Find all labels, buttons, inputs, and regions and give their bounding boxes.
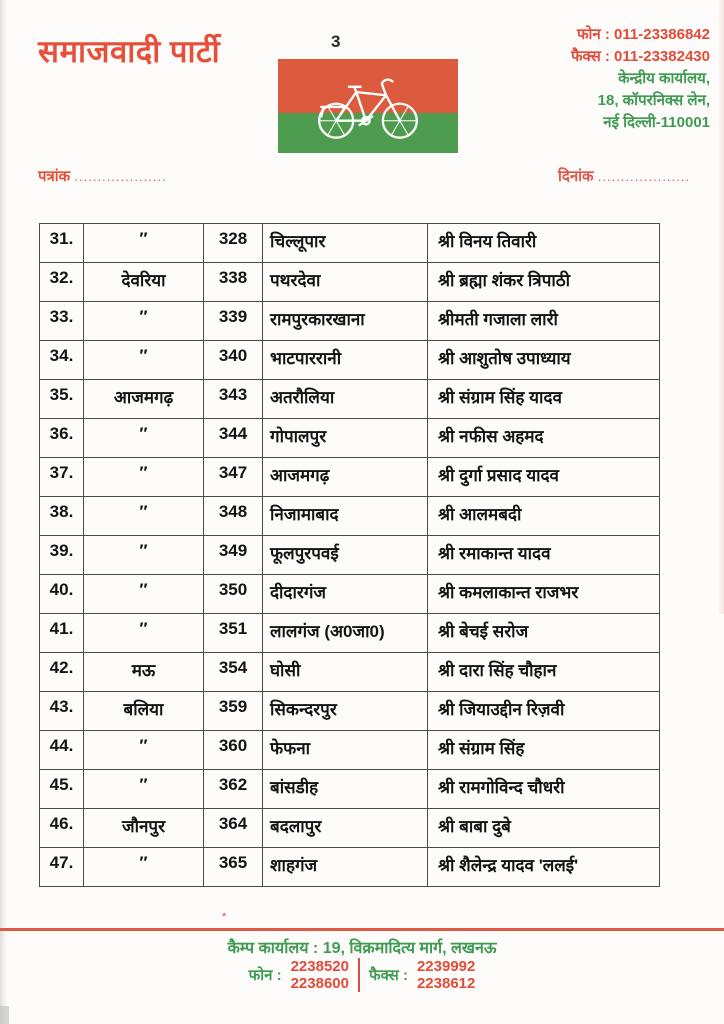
cell-district: बलिया (84, 692, 204, 731)
cell-district: देवरिया (84, 263, 204, 302)
cell-num: 351 (204, 614, 263, 653)
scan-edge-right (718, 0, 724, 614)
cell-name: श्री बाबा दुबे (428, 809, 660, 848)
cell-num: 350 (204, 575, 263, 614)
cell-num: 364 (204, 809, 263, 848)
table-row (40, 614, 660, 653)
footer-phone-fax (0, 958, 724, 992)
cell-name: श्री दारा सिंह चौहान (428, 653, 660, 692)
address-line2: 18, कॉपरनिक्स लेन, (597, 92, 710, 109)
cell-sr: 40. (40, 575, 84, 614)
cell-name: श्री विनय तिवारी (428, 224, 660, 263)
stray-ink-mark: * (222, 911, 227, 923)
cell-district: ″ (84, 614, 204, 653)
cell-sr: 32. (40, 263, 84, 302)
date-dotted-line: .................... (597, 169, 690, 184)
cell-num: 344 (204, 419, 263, 458)
phone-line: फोन : 011-23386842 (576, 26, 710, 43)
cell-name: श्री संग्राम सिंह यादव (428, 380, 660, 419)
table-row (40, 536, 660, 575)
cell-district: ″ (84, 224, 204, 263)
cell-district: ″ (84, 770, 204, 809)
cell-num: 362 (204, 770, 263, 809)
cell-num: 343 (204, 380, 263, 419)
cell-district: मऊ (84, 653, 204, 692)
table-row (40, 809, 660, 848)
cell-sr: 39. (40, 536, 84, 575)
cell-sr: 43. (40, 692, 84, 731)
footer-fax-number-2: 2238612 (416, 975, 476, 992)
cell-constituency: रामपुरकारखाना (263, 302, 428, 341)
cell-district: ″ (84, 536, 204, 575)
footer-fax-number-1: 2239992 (416, 958, 476, 975)
candidate-table-body (40, 224, 660, 887)
cell-name: श्री जियाउद्दीन रिज़वी (428, 692, 660, 731)
table-row (40, 848, 660, 887)
footer-phone-numbers (291, 958, 349, 992)
footer-phone-label: फोन : (248, 967, 282, 984)
cell-constituency: गोपालपुर (263, 419, 428, 458)
cell-sr: 36. (40, 419, 84, 458)
cell-sr: 33. (40, 302, 84, 341)
cell-constituency: बदलापुर (263, 809, 428, 848)
date-field (558, 166, 690, 186)
scan-corner-mark (0, 1006, 9, 1024)
cell-num: 349 (204, 536, 263, 575)
table-row (40, 419, 660, 458)
cell-name: श्री ब्रह्मा शंकर त्रिपाठी (428, 263, 660, 302)
cell-sr: 38. (40, 497, 84, 536)
cell-num: 339 (204, 302, 263, 341)
cell-constituency: घोसी (263, 653, 428, 692)
letter-number-dotted-line: .................... (74, 169, 167, 184)
cell-district: जौनपुर (84, 809, 204, 848)
cell-name: श्री बेचई सरोज (428, 614, 660, 653)
footer-phone-number-2: 2238600 (290, 975, 349, 992)
table-row (40, 224, 660, 263)
table-row (40, 380, 660, 419)
cell-sr: 47. (40, 848, 84, 887)
cell-constituency: निजामाबाद (263, 497, 428, 536)
cell-constituency: फूलपुरपवई (263, 536, 428, 575)
table-row (40, 497, 660, 536)
cell-district: ″ (84, 458, 204, 497)
cell-num: 348 (204, 497, 263, 536)
cell-constituency: चिल्लूपार (263, 224, 428, 263)
table-row (40, 575, 660, 614)
cell-name: श्री शैलेन्द्र यादव 'ललई' (428, 848, 660, 887)
cell-constituency: आजमगढ़ (263, 458, 428, 497)
cell-name: श्री आलमबदी (428, 497, 660, 536)
cell-constituency: शाहगंज (263, 848, 428, 887)
cell-district: ″ (84, 419, 204, 458)
footer-vertical-divider (358, 958, 360, 992)
cell-num: 359 (204, 692, 263, 731)
cell-sr: 44. (40, 731, 84, 770)
cell-district: ″ (84, 341, 204, 380)
cell-sr: 31. (40, 224, 84, 263)
bicycle-icon (303, 73, 433, 143)
contact-block (571, 24, 710, 134)
page-number: 3 (331, 32, 341, 51)
table-row (40, 263, 660, 302)
cell-district: ″ (84, 497, 204, 536)
cell-constituency: दीदारगंज (263, 575, 428, 614)
table-row (40, 458, 660, 497)
cell-constituency: बांसडीह (263, 770, 428, 809)
cell-district: ″ (84, 848, 204, 887)
cell-district: आजमगढ़ (84, 380, 204, 419)
cell-sr: 35. (40, 380, 84, 419)
table-row (40, 653, 660, 692)
cell-name: श्री रमाकान्त यादव (428, 536, 660, 575)
cell-num: 328 (204, 224, 263, 263)
cell-num: 347 (204, 458, 263, 497)
cell-constituency: पथरदेवा (263, 263, 428, 302)
cell-num: 365 (204, 848, 263, 887)
address-line3: नई दिल्ली-110001 (603, 114, 710, 131)
footer-divider-line (0, 928, 724, 931)
cell-sr: 34. (40, 341, 84, 380)
cell-name: श्री कमलाकान्त राजभर (428, 575, 660, 614)
cell-constituency: अतरौलिया (263, 380, 428, 419)
cell-sr: 37. (40, 458, 84, 497)
cell-constituency: लालगंज (अ0जा0) (263, 614, 428, 653)
footer-fax-label: फैक्स : (369, 967, 408, 984)
table-row (40, 731, 660, 770)
cell-district: ″ (84, 302, 204, 341)
cell-num: 360 (204, 731, 263, 770)
party-title: समाजवादी पार्टी (38, 34, 221, 69)
fax-line: फैक्स : 011-23382430 (570, 48, 710, 65)
scan-edge-left (0, 0, 7, 1024)
footer-phone-number-1: 2238520 (290, 958, 349, 975)
cell-constituency: फेफना (263, 731, 428, 770)
cell-num: 354 (204, 653, 263, 692)
cell-sr: 42. (40, 653, 84, 692)
cell-sr: 46. (40, 809, 84, 848)
table-row (40, 770, 660, 809)
cell-constituency: सिकन्दरपुर (263, 692, 428, 731)
camp-office-line: कैम्प कार्यालय : 19, विक्रमादित्य मार्ग, लखनऊ (227, 940, 497, 957)
cell-district: ″ (84, 731, 204, 770)
cell-name: श्री संग्राम सिंह (428, 731, 660, 770)
cell-district: ″ (84, 575, 204, 614)
cell-name: श्री नफीस अहमद (428, 419, 660, 458)
cell-sr: 41. (40, 614, 84, 653)
table-row (40, 341, 660, 380)
cell-num: 338 (204, 263, 263, 302)
party-flag (278, 59, 458, 153)
cell-num: 340 (204, 341, 263, 380)
cell-constituency: भाटपाररानी (263, 341, 428, 380)
cell-name: श्री आशुतोष उपाध्याय (428, 341, 660, 380)
candidate-table (39, 223, 660, 887)
table-row (40, 692, 660, 731)
reference-row (0, 166, 724, 188)
letter-number-field (38, 166, 167, 186)
letter-number-label: पत्रांक (38, 168, 71, 185)
cell-name: श्रीमती गजाला लारी (428, 302, 660, 341)
address-line1: केन्द्रीय कार्यालय, (618, 70, 710, 87)
table-row (40, 302, 660, 341)
footer-fax-numbers (417, 958, 475, 992)
cell-name: श्री दुर्गा प्रसाद यादव (428, 458, 660, 497)
cell-sr: 45. (40, 770, 84, 809)
date-label: दिनांक (557, 168, 594, 185)
cell-name: श्री रामगोविन्द चौधरी (428, 770, 660, 809)
